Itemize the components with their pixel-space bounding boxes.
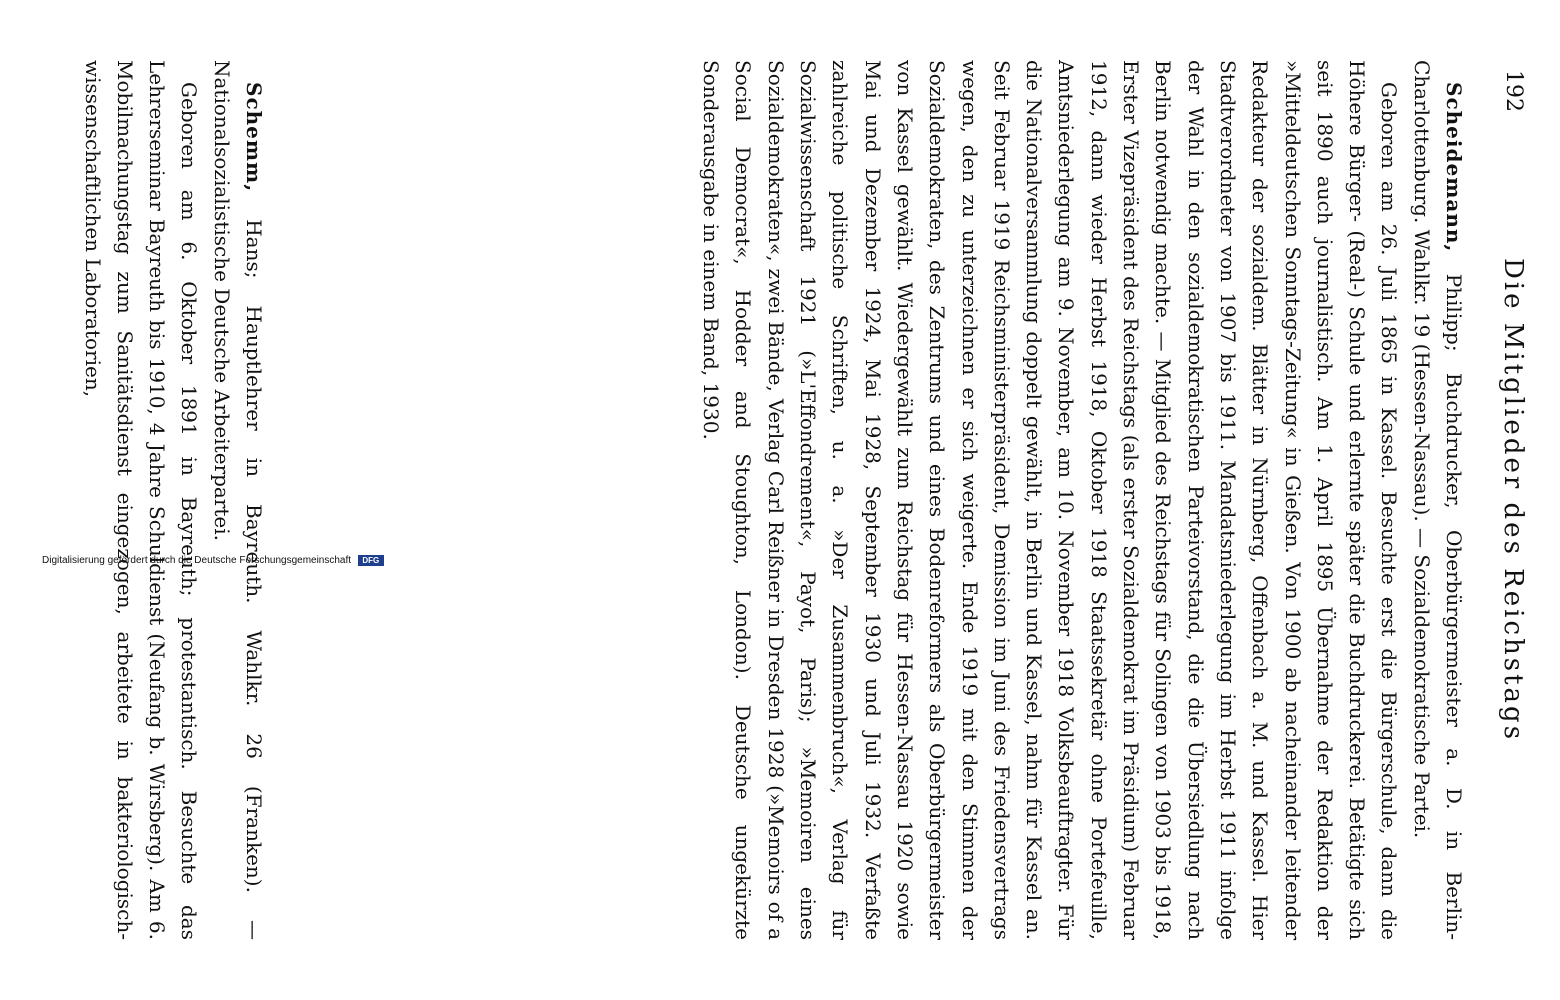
dfg-logo: DFG: [358, 555, 384, 566]
member-details: Hans; Hauptlehrer in Bayreuth. Wahlkr. 26 (Franken). — Nationalsozialistische Deutsche Arbeiterpartei.: [209, 60, 266, 940]
biography-entry-scheidemann: [695, 60, 1470, 940]
member-name: Scheidemann,: [1442, 82, 1466, 253]
entry-biography: Geboren am 6. Oktober 1891 in Bayreuth; protestantisch. Besuchte das Lehrerseminar Bayreuth bis 1910, 4 Jahre Schuldienst (Neufang b. Wirsberg). Am 6. Mobilmachungstag zum Sanitätsdienst eingezogen, arbeitete in bakteriologisch-wissenschaftlichen Laboratorien,: [80, 60, 202, 940]
member-name: Schemm,: [242, 82, 266, 193]
entry-heading: [1405, 60, 1470, 940]
digitization-note: [42, 555, 482, 571]
digitization-note-text: Digitalisierung gefördert durch die Deutsche Forschungsgemeinschaft: [42, 555, 352, 567]
biography-entry-schemm: [76, 60, 270, 940]
entry-heading: [205, 60, 270, 940]
member-details: Philipp; Buchdrucker, Oberbürgermeister a. D. in Berlin-Charlottenburg. Wahlkr. 19 (Hessen-Nassau). — Sozialdemokratische Partei.: [1409, 60, 1466, 940]
running-title: Die Mitglieder des Reichstags: [1498, 257, 1528, 743]
page-header: [1490, 60, 1530, 940]
page-number: 192: [1501, 70, 1526, 112]
entry-biography: Geboren am 26. Juli 1865 in Kassel. Besuchte erst die Bürgerschule, dann die Höhere Bürger- (Real-) Schule und erlernte später die Buchdruckerei. Betätigte sich seit 1890 auch journalistisch. Am 1. April 1895 Übernahme der Redaktion der »Mitteldeutschen Sonntags-Zeitung« in Gießen. Von 1900 ab nacheinander leitender Redakteur der sozialdem. Blätter in Nürnberg, Offenbach a. M. und Kassel. Hier Stadtverordneter von 1907 bis 1911. Mandatsniederlegung im Herbst 1911 infolge der Wahl in den sozialdemokratischen Parteivorstand, die die Übersiedlung nach Berlin notwendig machte. — Mitglied des Reichstags für Solingen von 1903 bis 1918, Erster Vizepräsident des Reichstags (als erster Sozialdemokrat im Präsidium) Februar 1912, dann wieder Herbst 1918, Oktober 1918 Staatssekretär ohne Portefeuille, Amtsniederlegung am 9. November, am 10. November 1918 Volksbeauftragter. Für die Nationalversammlung doppelt gewählt, in Berlin und Kassel, nahm für Kassel an. Seit Februar 1919 Reichsministerpräsident, Demission im Juni des Friedensvertrags wegen, den zu unterzeichnen er sich weigerte. Ende 1919 mit den Stimmen der Sozialdemokraten, des Zentrums und eines Bodenreformers als Oberbürgermeister von Kassel gewählt. Wiedergewählt zum Reichstag für Hessen-Nassau 1920 sowie Mai und Dezember 1924, Mai 1928, September 1930 und Juli 1932. Verfaßte zahlreiche politische Schriften, u. a. »Der Zusammenbruch«, Verlag für Sozialwissenschaft 1921 (»L'Effondrement«, Payot, Paris); »Memoiren eines Sozialdemokraten«, zwei Bände, Verlag Carl Reißner in Dresden 1928 (»Memoirs of a Social Democrat«, Hodder and Stoughton, London). Deutsche ungekürzte Sonderausgabe in einem Band, 1930.: [699, 60, 1402, 940]
